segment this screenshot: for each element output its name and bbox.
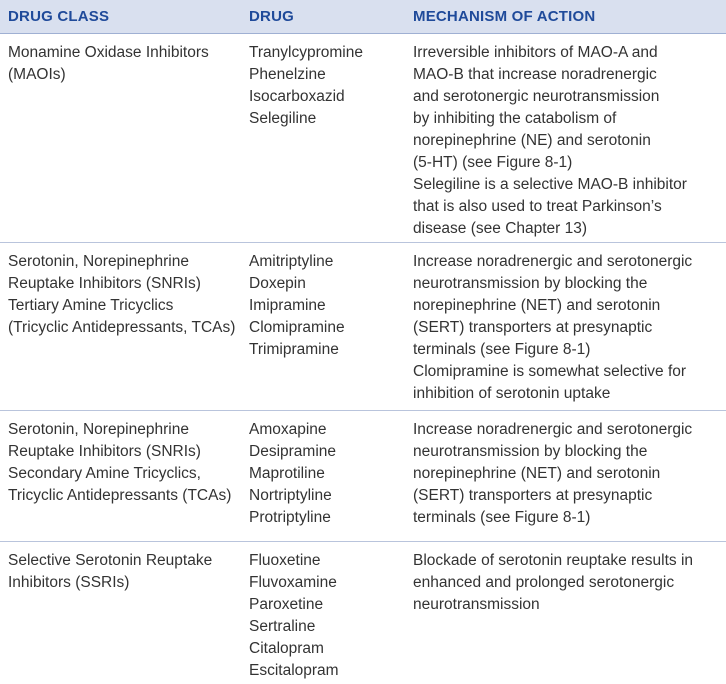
drug-class-line: Tricyclic Antidepressants (TCAs) [8, 487, 232, 504]
drug-class-cell [8, 42, 209, 86]
mechanism-line: (SERT) transporters at presynaptic [413, 319, 653, 336]
drug-name: Protriptyline [249, 509, 331, 526]
mechanism-line: that is also used to treat Parkinson’s [413, 198, 662, 215]
table-row [0, 243, 726, 411]
mechanism-line: neurotransmission by blocking the [413, 443, 648, 460]
drug-name: Sertraline [249, 618, 316, 635]
drug-name: Isocarboxazid [249, 88, 345, 105]
drug-name: Amoxapine [249, 421, 327, 438]
drug-class-cell [8, 419, 231, 507]
drug-class-line: Tertiary Amine Tricyclics [8, 297, 174, 314]
drug-name: Desipramine [249, 443, 337, 460]
drug-name: Fluvoxamine [249, 574, 337, 591]
mechanism-line: enhanced and prolonged serotonergic [413, 574, 675, 591]
drug-class-line: Secondary Amine Tricyclics, [8, 465, 201, 482]
drug-name: Selegiline [249, 110, 317, 127]
mechanism-line: and serotonergic neurotransmission [413, 88, 660, 105]
mechanism-line: Irreversible inhibitors of MAO-A and [413, 44, 658, 61]
drug-name: Maprotiline [249, 465, 325, 482]
drug-name: Amitriptyline [249, 253, 334, 270]
drug-name: Phenelzine [249, 66, 326, 83]
drug-name: Tranylcypromine [249, 44, 363, 61]
mechanism-cell [413, 419, 723, 529]
drug-cell [249, 42, 363, 130]
drug-class-cell [8, 550, 212, 594]
drug-name: Trimipramine [249, 341, 339, 358]
mechanism-line: inhibition of serotonin uptake [413, 385, 611, 402]
drug-class-line: Monamine Oxidase Inhibitors [8, 44, 209, 61]
drug-name: Citalopram [249, 640, 324, 657]
mechanism-line: neurotransmission [413, 596, 540, 613]
drug-name: Escitalopram [249, 662, 339, 679]
mechanism-cell [413, 42, 723, 240]
drug-class-cell [8, 251, 235, 339]
mechanism-line: (SERT) transporters at presynaptic [413, 487, 653, 504]
mechanism-line: MAO-B that increase noradrenergic [413, 66, 657, 83]
drug-class-line: Selective Serotonin Reuptake [8, 552, 213, 569]
table-row [0, 34, 726, 243]
drug-name: Paroxetine [249, 596, 324, 613]
drug-class-line: Reuptake Inhibitors (SNRIs) [8, 275, 201, 292]
mechanism-cell [413, 550, 723, 616]
mechanism-line: Selegiline is a selective MAO-B inhibitor [413, 176, 687, 193]
header-drug: DRUG [249, 8, 294, 25]
mechanism-line: terminals (see Figure 8-1) [413, 509, 591, 526]
table-row [0, 542, 726, 684]
table-row [0, 411, 726, 542]
drug-class-line: (MAOIs) [8, 66, 66, 83]
drug-name: Clomipramine [249, 319, 345, 336]
mechanism-line: Clomipramine is somewhat selective for [413, 363, 687, 380]
drug-class-line: Inhibitors (SSRIs) [8, 574, 130, 591]
mechanism-line: by inhibiting the catabolism of [413, 110, 617, 127]
drug-class-line: Serotonin, Norepinephrine [8, 253, 189, 270]
mechanism-line: (5-HT) (see Figure 8-1) [413, 154, 573, 171]
drug-cell [249, 419, 336, 529]
table-header [0, 0, 726, 34]
header-mechanism: MECHANISM OF ACTION [413, 8, 596, 25]
drug-cell [249, 550, 339, 682]
drug-name: Imipramine [249, 297, 326, 314]
drug-name: Nortriptyline [249, 487, 332, 504]
mechanism-line: neurotransmission by blocking the [413, 275, 648, 292]
mechanism-cell [413, 251, 723, 405]
mechanism-line: Blockade of serotonin reuptake results in [413, 552, 694, 569]
mechanism-line: terminals (see Figure 8-1) [413, 341, 591, 358]
mechanism-line: disease (see Chapter 13) [413, 220, 588, 237]
mechanism-line: Increase noradrenergic and serotonergic [413, 421, 693, 438]
drug-class-line: Serotonin, Norepinephrine [8, 421, 189, 438]
mechanism-line: norepinephrine (NET) and serotonin [413, 465, 661, 482]
mechanism-line: norepinephrine (NE) and serotonin [413, 132, 651, 149]
drug-name: Doxepin [249, 275, 306, 292]
mechanism-line: Increase noradrenergic and serotonergic [413, 253, 693, 270]
mechanism-line: norepinephrine (NET) and serotonin [413, 297, 661, 314]
header-drug-class: DRUG CLASS [8, 8, 110, 25]
drug-class-line: (Tricyclic Antidepressants, TCAs) [8, 319, 236, 336]
drug-cell [249, 251, 345, 361]
drug-class-line: Reuptake Inhibitors (SNRIs) [8, 443, 201, 460]
drug-name: Fluoxetine [249, 552, 321, 569]
